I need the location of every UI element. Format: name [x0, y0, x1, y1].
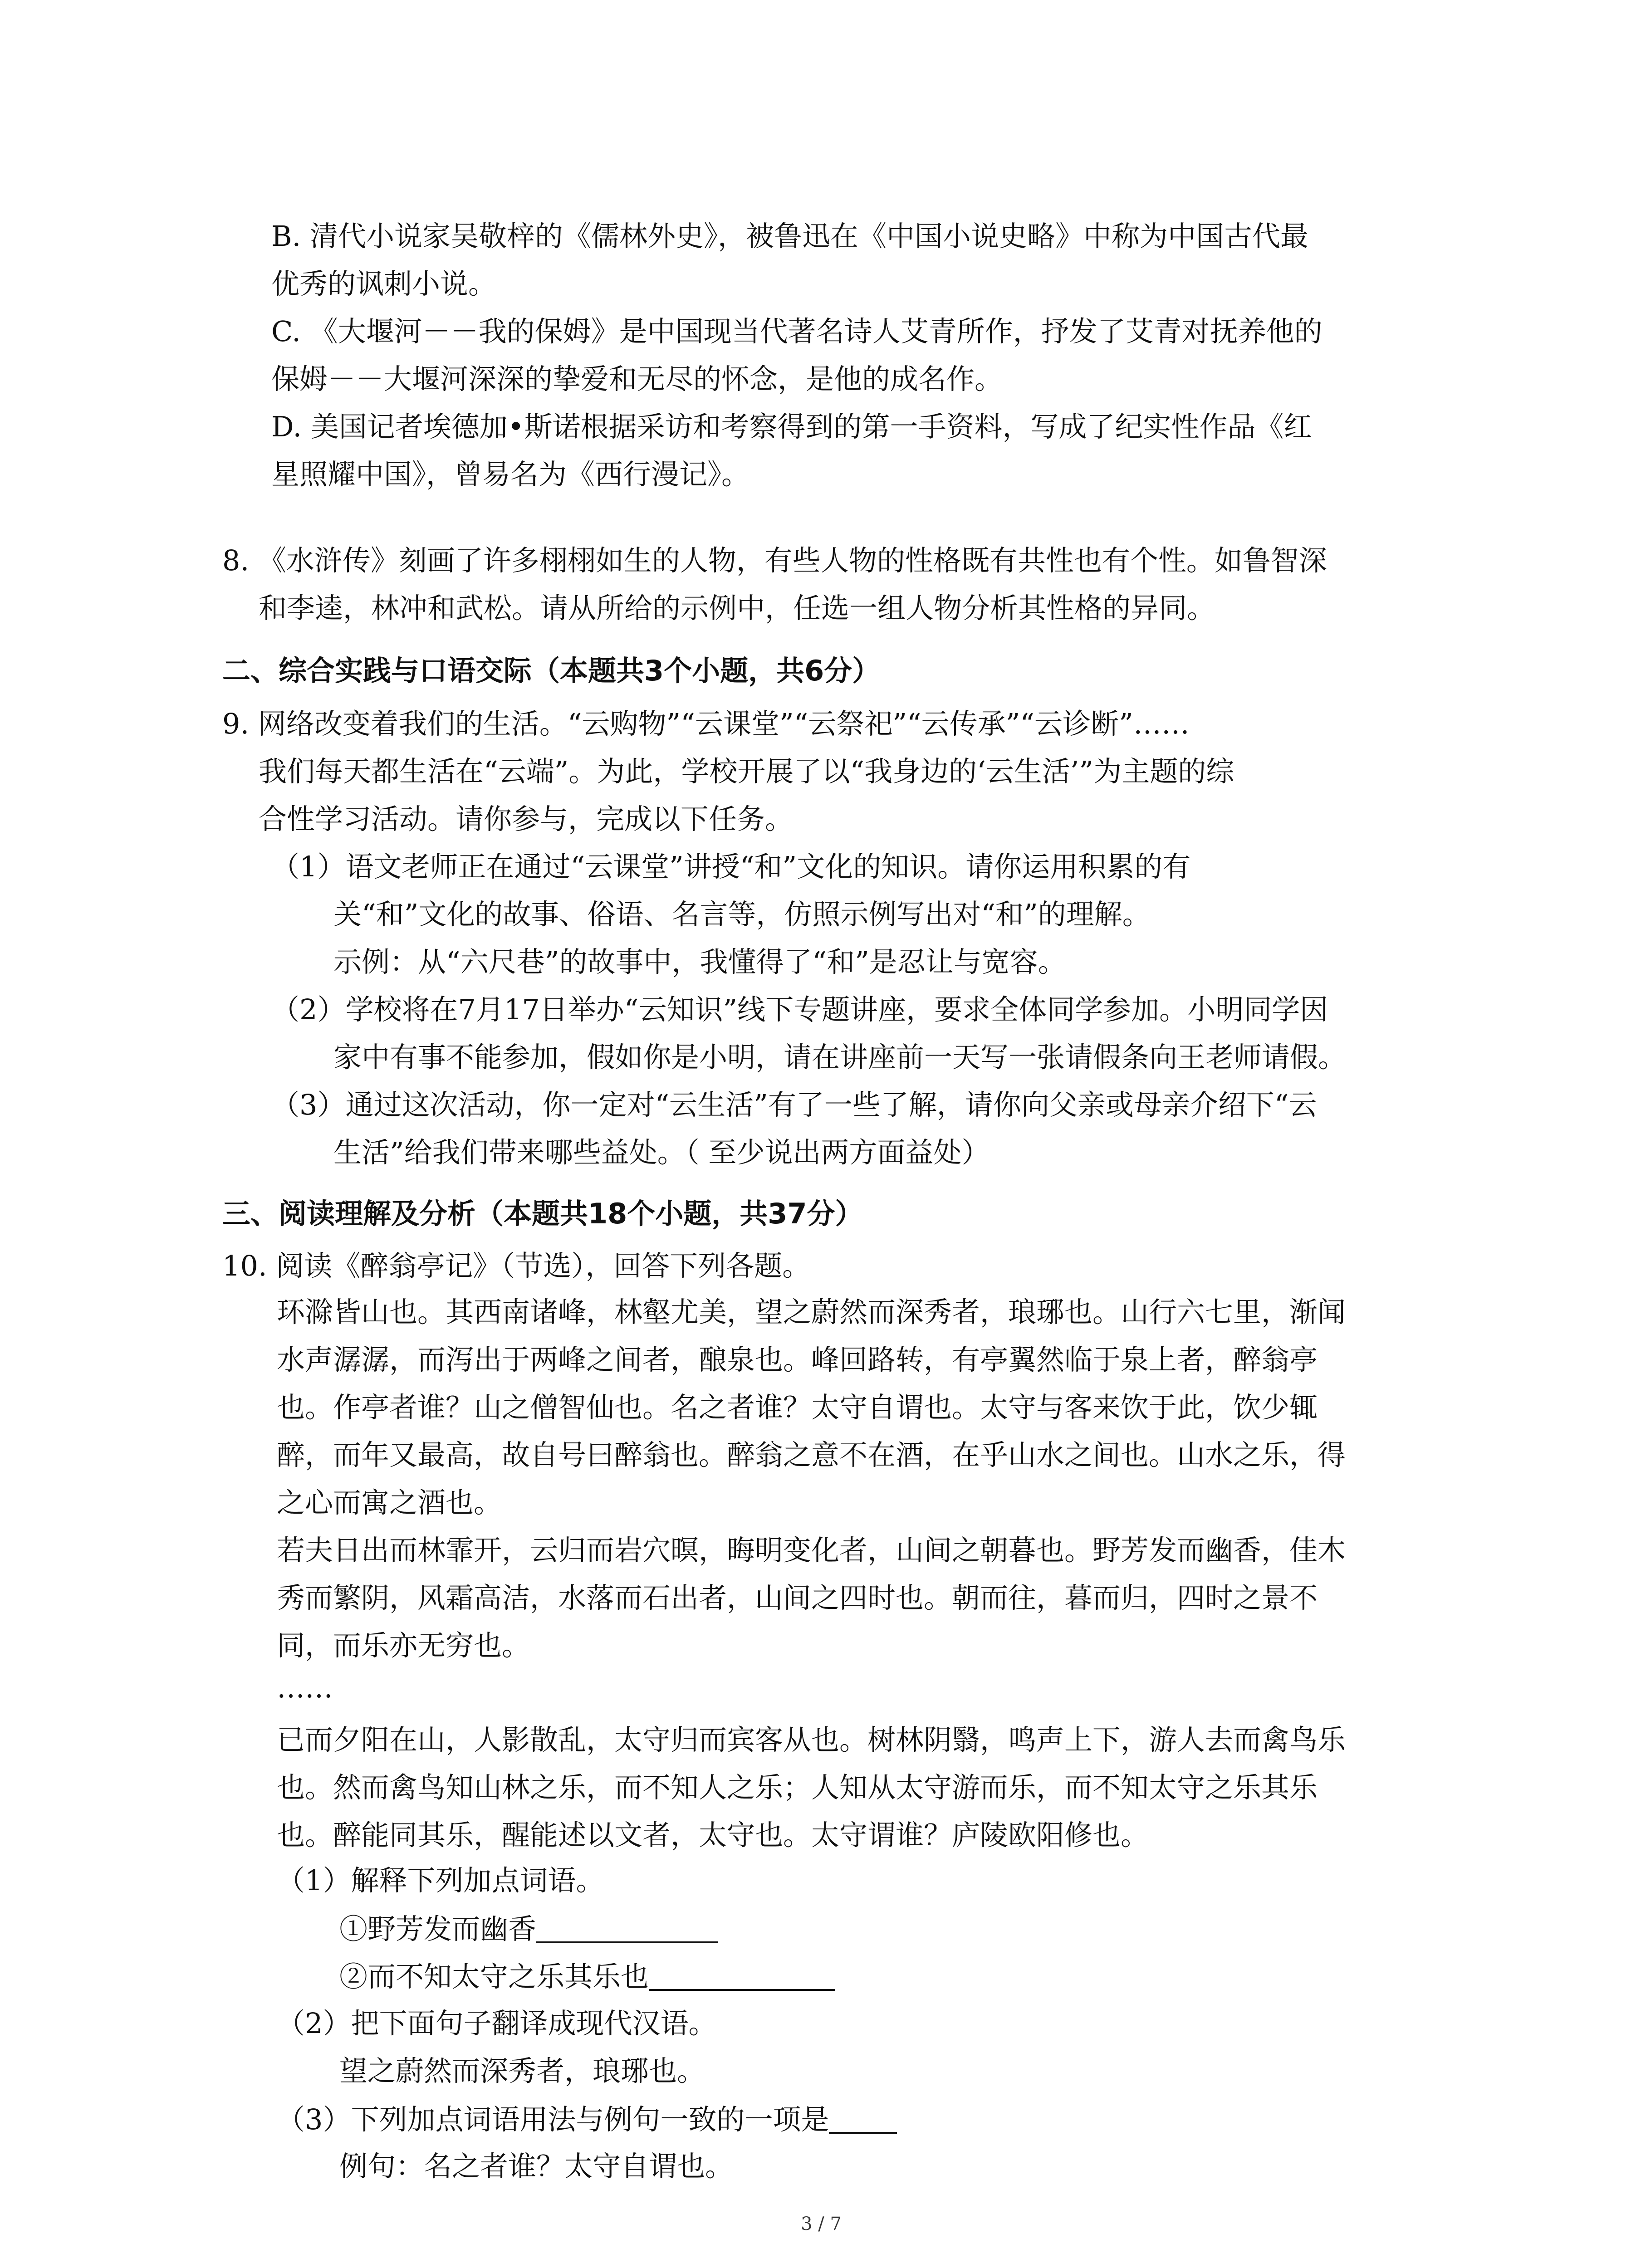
passage-p2-line1: 若夫日出而林霏开，云归而岩穴暝，晦明变化者，山间之朝暮也。野芳发而幽香，佳木	[277, 1534, 1346, 1567]
q10-sub2-sentence: 望之蔚然而深秀者，琅琊也。	[339, 2054, 705, 2087]
answer-blank-3[interactable]	[829, 2105, 897, 2134]
q9-line1: 9. 网络改变着我们的生活。“云购物”“云课堂”“云祭祀”“云传承”“云诊断”……	[222, 707, 1190, 740]
q8-line1: 8. 《水浒传》刻画了许多栩栩如生的人物，有些人物的性格既有共性也有个性。如鲁智深	[222, 544, 1327, 577]
answer-blank-2[interactable]	[649, 1962, 835, 1991]
q10-sub1-item2	[339, 1962, 835, 1991]
q9-task1-line1: （1）语文老师正在通过“云课堂”讲授“和”文化的知识。请你运用积累的有	[271, 850, 1191, 883]
option-d-line1: D. 美国记者埃德加•斯诺根据采访和考察得到的第一手资料，写成了纪实性作品《红	[271, 410, 1312, 443]
passage-p1-line3: 也。作亭者谁？山之僧智仙也。名之者谁？太守自谓也。太守与客来饮于此，饮少辄	[277, 1391, 1318, 1424]
passage-p3-line1: 已而夕阳在山，人影散乱，太守归而宾客从也。树林阴翳，鸣声上下，游人去而禽鸟乐	[277, 1723, 1346, 1756]
q10-sub3-example: 例句：名之者谁？太守自谓也。	[339, 2150, 734, 2183]
option-b-line2: 优秀的讽刺小说。	[271, 267, 497, 300]
q10-sub3-text: （3）下列加点词语用法与例句一致的一项是	[277, 2103, 829, 2136]
q9-task2-line1: （2）学校将在7月17日举办“云知识”线下专题讲座，要求全体同学参加。小明同学因	[271, 993, 1328, 1026]
option-d-line2: 星照耀中国》，曾易名为《西行漫记》。	[271, 458, 750, 491]
q9-line2: 我们每天都生活在“云端”。为此，学校开展了以“我身边的‘云生活’”为主题的综	[259, 755, 1234, 788]
passage-p1-line5: 之心而寓之酒也。	[277, 1486, 502, 1519]
q10-sub1-item1-text: ①野芳发而幽香	[339, 1912, 537, 1945]
section-2-heading: 二、综合实践与口语交际（本题共3个小题，共6分）	[222, 654, 881, 687]
passage-p1-line4: 醉，而年又最高，故自号曰醉翁也。醉翁之意不在酒，在乎山水之间也。山水之乐，得	[277, 1438, 1346, 1471]
q9-task1-example: 示例：从“六尺巷”的故事中，我懂得了“和”是忍让与宽容。	[333, 945, 1066, 978]
passage-p1-line2: 水声潺潺，而泻出于两峰之间者，酿泉也。峰回路转，有亭翼然临于泉上者，醉翁亭	[277, 1343, 1318, 1376]
q10-sub1-item1	[339, 1914, 718, 1943]
option-b-line1: B. 清代小说家吴敬梓的《儒林外史》，被鲁迅在《中国小说史略》中称为中国古代最	[271, 220, 1308, 253]
passage-ellipsis: ……	[277, 1671, 333, 1704]
q10-sub1: （1）解释下列加点词语。	[277, 1864, 604, 1897]
page-number: 3 / 7	[801, 2214, 842, 2234]
q8-line2: 和李逵，林冲和武松。请从所给的示例中，任选一组人物分析其性格的异同。	[259, 591, 1215, 625]
q10-stem: 10. 阅读《醉翁亭记》（节选），回答下列各题。	[222, 1249, 811, 1282]
section-3-heading: 三、阅读理解及分析（本题共18个小题，共37分）	[222, 1197, 863, 1230]
passage-p1-line1: 环滁皆山也。其西南诸峰，林壑尤美，望之蔚然而深秀者，琅琊也。山行六七里，渐闻	[277, 1295, 1346, 1329]
q9-task3-line2: 生活”给我们带来哪些益处。（ 至少说出两方面益处）	[333, 1136, 990, 1169]
q10-sub3	[277, 2105, 897, 2134]
q10-sub1-item2-text: ②而不知太守之乐其乐也	[339, 1960, 649, 1993]
q9-task2-line2: 家中有事不能参加，假如你是小明，请在讲座前一天写一张请假条向王老师请假。	[333, 1041, 1347, 1074]
passage-p3-line2: 也。然而禽鸟知山林之乐，而不知人之乐；人知从太守游而乐，而不知太守之乐其乐	[277, 1771, 1318, 1804]
q9-task1-line2: 关“和”文化的故事、俗语、名言等，仿照示例写出对“和”的理解。	[333, 898, 1151, 931]
option-c-line1: C. 《大堰河－－我的保姆》是中国现当代著名诗人艾青所作，抒发了艾青对抚养他的	[271, 315, 1323, 348]
answer-blank-1[interactable]	[536, 1914, 718, 1943]
passage-p3-line3: 也。醉能同其乐，醒能述以文者，太守也。太守谓谁？庐陵欧阳修也。	[277, 1818, 1149, 1852]
passage-p2-line2: 秀而繁阴，风霜高洁，水落而石出者，山间之四时也。朝而往，暮而归，四时之景不	[277, 1581, 1318, 1614]
q9-task3-line1: （3）通过这次活动，你一定对“云生活”有了一些了解，请你向父亲或母亲介绍下“云	[271, 1088, 1317, 1121]
q9-line3: 合性学习活动。请你参与，完成以下任务。	[259, 802, 794, 836]
passage-p2-line3: 同，而乐亦无穷也。	[277, 1629, 530, 1662]
q10-sub2: （2）把下面句子翻译成现代汉语。	[277, 2007, 717, 2040]
option-c-line2: 保姆－－大堰河深深的挚爱和无尽的怀念，是他的成名作。	[271, 362, 1003, 396]
